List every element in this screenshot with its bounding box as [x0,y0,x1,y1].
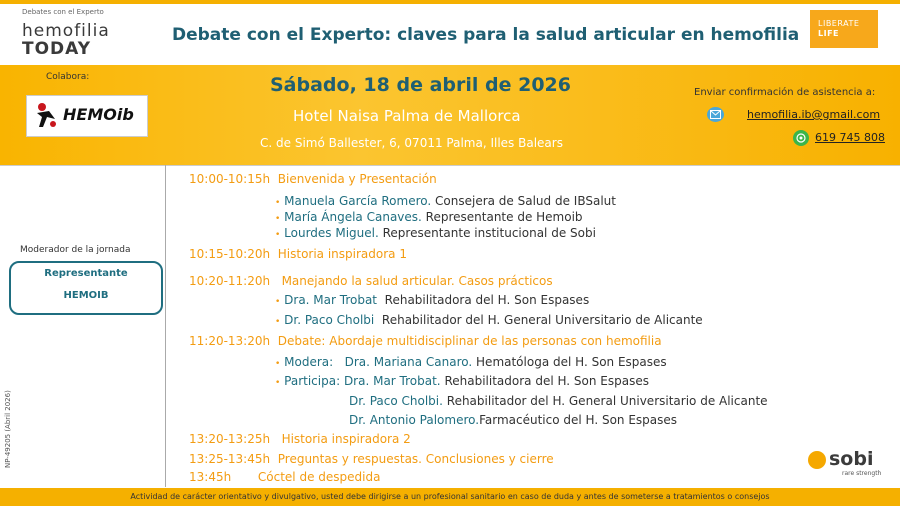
document-code: NP-49205 (Abril 2026) [4,390,12,468]
agenda-item [189,334,662,348]
speaker-name: Dr. Paco Cholbi. [349,394,443,408]
agenda-time: 10:00-10:15h [189,172,271,186]
speaker-desc: Rehabilitadora del H. Son Espases [444,374,649,388]
speaker-row: • Lourdes Miguel. Representante institucional de Sobi [275,226,596,240]
confirm-label: Enviar confirmación de asistencia a: [694,87,876,98]
agenda-time: 10:20-11:20h [189,274,271,288]
hemoib-logo-text: HEMOib [63,105,134,124]
hemofilia-today-logo [22,22,110,58]
hemoib-logo [26,95,148,137]
moderator-label: Moderador de la jornada [20,245,131,255]
speaker-row [349,413,677,427]
liberate-line1: LIBERATE [818,19,860,28]
speaker-name: Dra. Mar Trobat. [343,374,441,388]
agenda-item [189,274,553,288]
agenda-title: Preguntas y respuestas. Conclusiones y cierre [277,452,554,466]
speaker-desc: Representante de Hemoib [425,210,583,224]
agenda-time: 10:15-10:20h [189,247,271,261]
speaker-desc: Rehabilitador del H. General Universitario de Alicante [381,313,703,327]
speaker-desc: Hematóloga del H. Son Espases [476,355,667,369]
agenda-title: Historia inspiradora 1 [277,247,407,261]
moderator-line1: Representante [44,268,128,279]
liberate-line2: LIFE [818,29,840,38]
agenda-title: Bienvenida y Presentación [277,172,437,186]
sobi-mark-icon [808,451,826,469]
whatsapp-icon [793,130,809,146]
speaker-desc: Rehabilitadora del H. Son Espases [384,293,590,307]
sobi-wordmark: sobi [829,448,874,470]
logo-line2: TODAY [22,39,91,59]
event-date: Sábado, 18 de abril de 2026 [270,74,571,96]
email-link[interactable]: hemofilia.ib@gmail.com [747,108,881,121]
agenda-title: Historia inspiradora 2 [281,432,411,446]
column-divider [165,165,166,487]
speaker-desc: Consejera de Salud de IBSalut [435,194,616,208]
speaker-row [349,394,768,408]
sobi-tagline: rare strength [842,470,882,477]
speaker-desc: Representante institucional de Sobi [382,226,596,240]
agenda-title: Debate: Abordaje multidisciplinar de las personas con hemofilia [277,334,662,348]
speaker-row: • Dra. Mar Trobat Rehabilitadora del H. Son Espases [275,293,590,307]
colabora-label: Colabora: [46,72,90,82]
speaker-name: Dra. Mar Trobat [284,293,378,307]
speaker-name: Dr. Antonio Palomero. [349,413,480,427]
speaker-role: Participa: [284,374,341,388]
hemoib-figure-icon [33,101,59,129]
agenda-time: 13:25-13:45h [189,452,271,466]
phone-link[interactable]: 619 745 808 [815,131,885,144]
speaker-row: • Dr. Paco Cholbi Rehabilitador del H. General Universitario de Alicante [275,313,703,327]
speaker-row: • Modera: Dra. Mariana Canaro. Hematóloga del H. Son Espases [275,355,667,369]
logo-line1: hemofilia [22,21,110,41]
speaker-row: • Participa: Dra. Mar Trobat. Rehabilitadora del H. Son Espases [275,374,649,388]
speaker-row: • María Ángela Canaves. Representante de Hemoib [275,210,583,224]
speaker-desc: Farmacéutico del H. Son Espases [479,413,678,427]
divider [0,165,900,166]
agenda-time: 13:20-13:25h [189,432,271,446]
agenda-time: 13:45h [189,470,232,484]
speaker-role: Modera: [284,355,334,369]
agenda-item [189,432,411,446]
agenda-item [189,247,407,261]
agenda-time: 11:20-13:20h [189,334,271,348]
speaker-row: • Manuela García Romero. Consejera de Salud de IBSalut [275,194,616,208]
agenda-item [189,470,380,484]
agenda-title: Cóctel de despedida [257,470,381,484]
liberate-life-logo [810,10,878,48]
page-title: Debate con el Experto: claves para la salud articular en hemofilia [172,25,800,45]
footer-disclaimer: Actividad de carácter orientativo y divulgativo, usted debe dirigirse a un profesional sanitario en caso de duda y antes de someterse a tratamientos o consejos [130,492,770,501]
speaker-name: María Ángela Canaves. [284,210,422,224]
logo-superscript: Debates con el Experto [22,8,104,16]
event-venue: Hotel Naisa Palma de Mallorca [293,107,521,125]
top-accent-line [0,0,900,4]
agenda-item [189,452,554,466]
speaker-name: Lourdes Miguel. [284,226,379,240]
event-address: C. de Simó Ballester, 6, 07011 Palma, Illes Balears [260,136,563,150]
agenda-title: Manejando la salud articular. Casos prácticos [281,274,553,288]
mail-icon [707,107,724,122]
moderator-line2: HEMOIB [63,290,109,301]
speaker-name: Manuela García Romero. [284,194,432,208]
agenda-item [189,172,437,186]
speaker-name: Dra. Mariana Canaro. [344,355,473,369]
speaker-desc: Rehabilitador del H. General Universitario de Alicante [446,394,768,408]
speaker-name: Dr. Paco Cholbi [284,313,375,327]
